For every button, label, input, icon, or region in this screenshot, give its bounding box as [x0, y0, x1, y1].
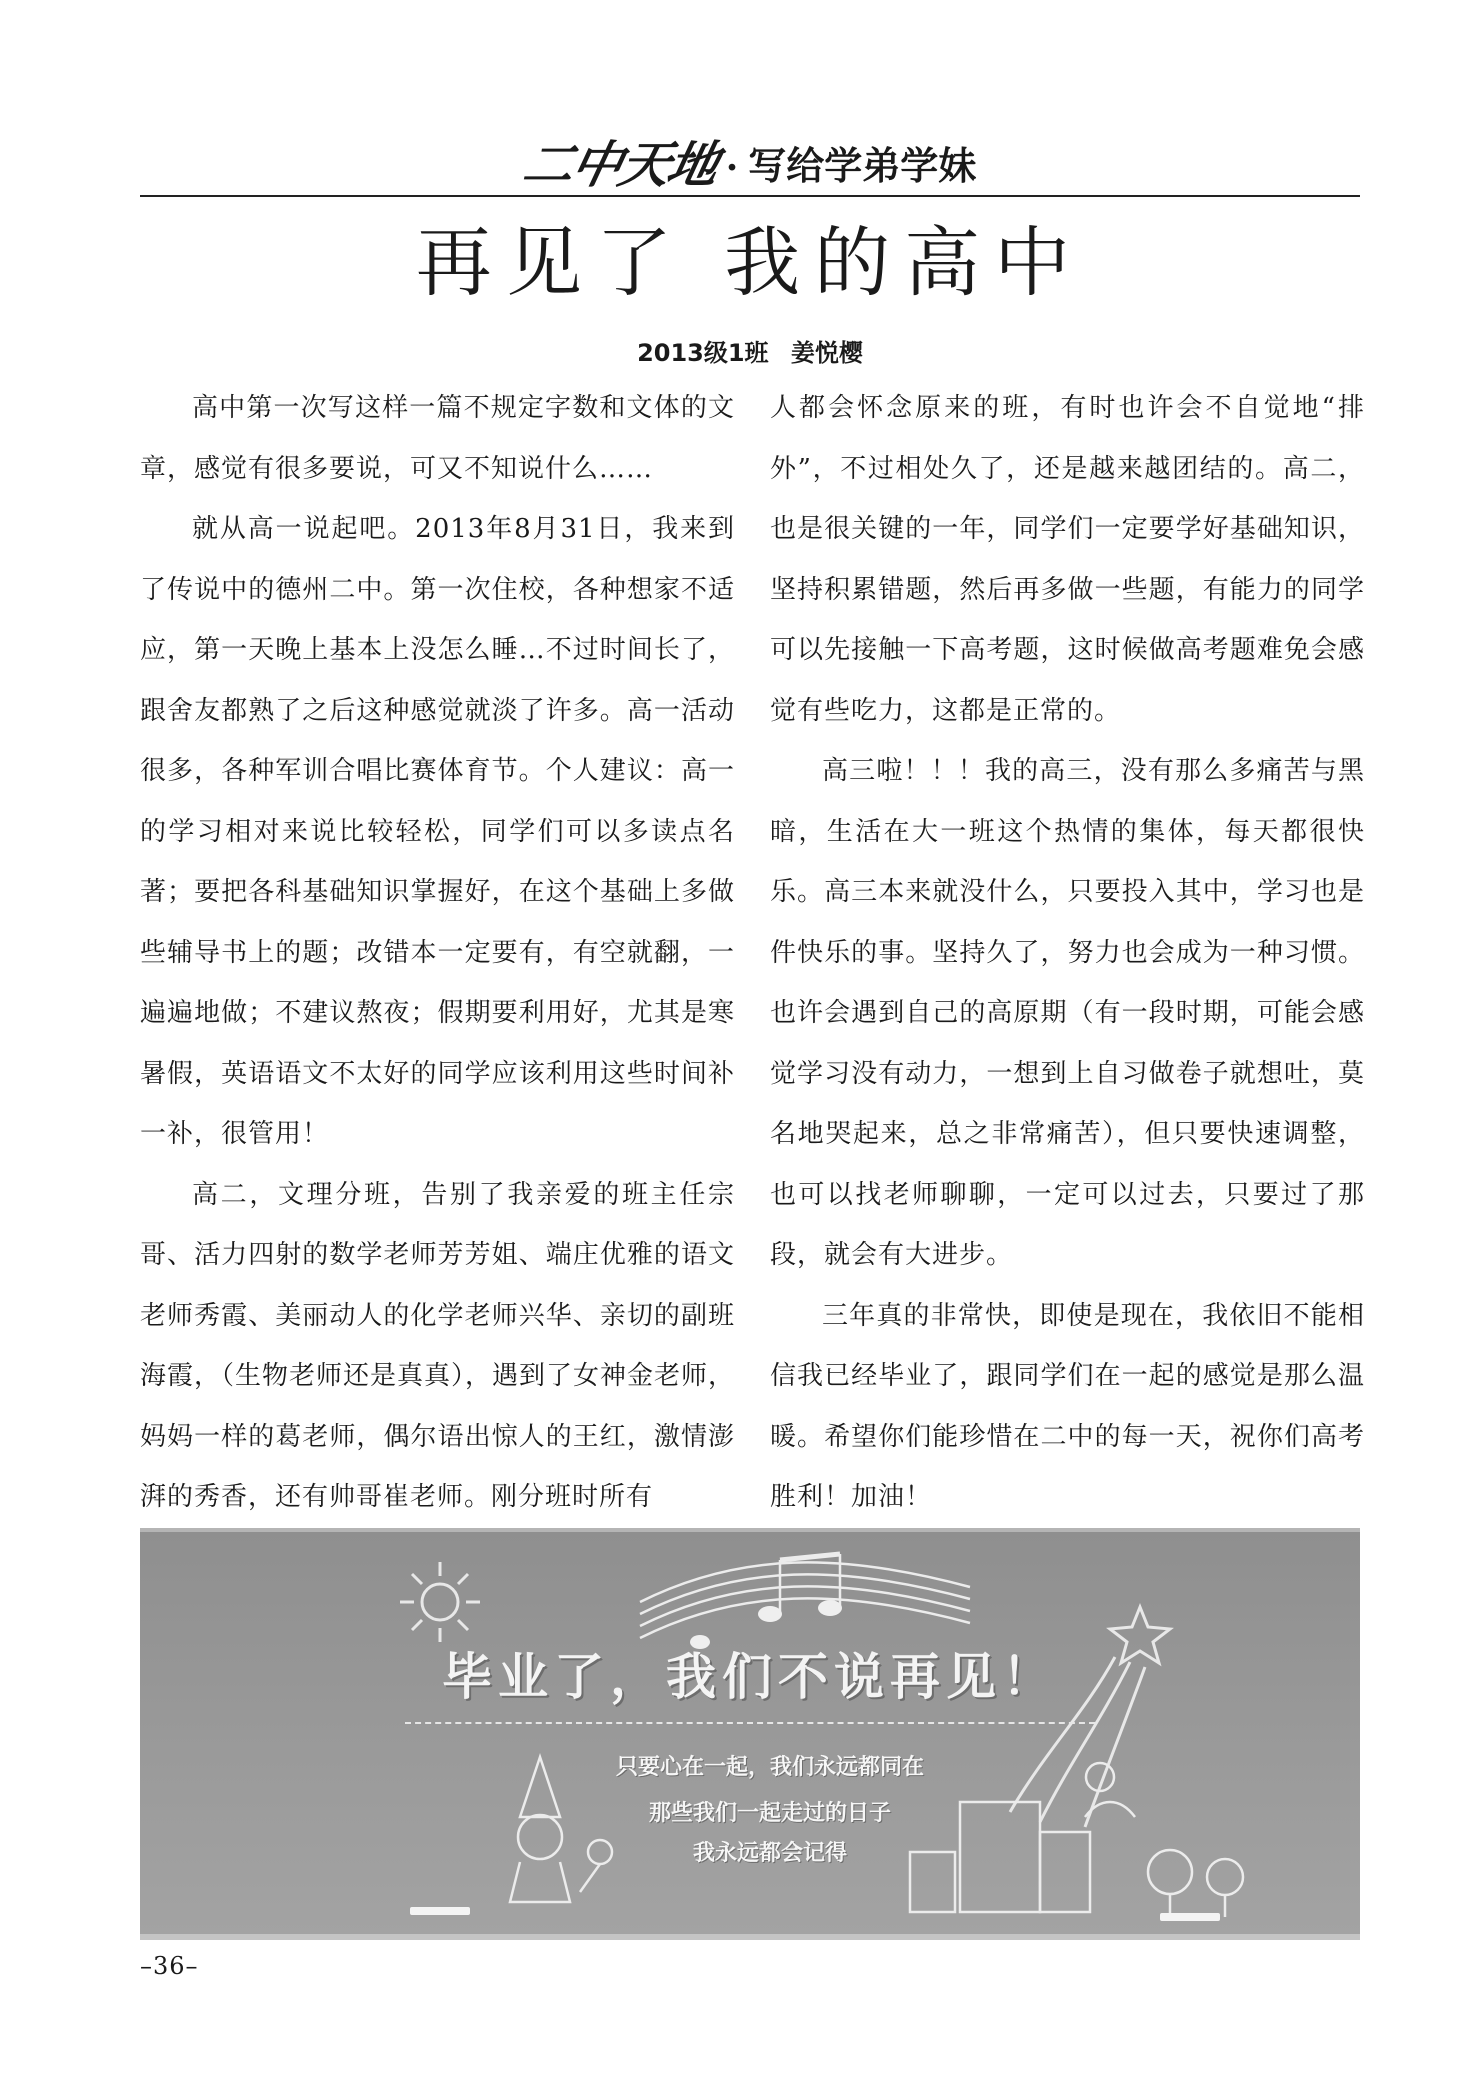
paragraph: 就从高一说起吧。2013年8月31日，我来到了传说中的德州二中。第一次住校，各种想家不适应，第一天晚上基本上没怎么睡…不过时间长了，跟舍友都熟了之后这种感觉就淡了许多。高一活动很多，各种军训合唱比赛体育节。个人建议：高一的学习相对来说比较轻松，同学们可以多读点名著；要把各科基础知识掌握好，在这个基础上多做些辅导书上的题；改错本一定要有，有空就翻，一遍遍地做；不建议熬夜；假期要利用好，尤其是寒暑假，英语语文不太好的同学应该利用这些时间补一补，很管用！	[140, 514, 735, 1149]
masthead-logo: 二中天地	[517, 135, 723, 194]
masthead-separator: ·	[725, 146, 739, 189]
left-column	[140, 378, 735, 1528]
music-staff-icon	[640, 1554, 970, 1638]
article-title: 再见了 我的高中	[415, 218, 1085, 307]
banner-line: 我永远都会记得	[692, 1841, 847, 1866]
page-number: –36–	[140, 1952, 199, 1980]
paragraph: 高二，文理分班，告别了我亲爱的班主任宗哥、活力四射的数学老师芳芳姐、端庄优雅的语文老师秀霞、美丽动人的化学老师兴华、亲切的副班海霞，（生物老师还是真真），遇到了女神金老师，妈妈一样的葛老师，偶尔语出惊人的王红，激情澎湃的秀香，还有帅哥崔老师。刚分班时所有	[140, 1179, 736, 1512]
right-column	[770, 378, 1365, 1528]
article-byline: 2013级1班 姜悦樱	[637, 339, 863, 367]
section-title: 写给学弟学妹	[748, 144, 977, 189]
chalk-icon	[410, 1907, 1220, 1921]
banner-line: 那些我们一起走过的日子	[648, 1801, 891, 1826]
sun-icon	[400, 1562, 480, 1642]
paragraph: 高中第一次写这样一篇不规定字数和文体的文章，感觉有很多要说，可又不知说什么……	[140, 393, 735, 484]
masthead	[140, 130, 1360, 194]
paragraph-continued: 人都会怀念原来的班，有时也许会不自觉地“排外”，不过相处久了，还是越来越团结的。高二，也是很关键的一年，同学们一定要学好基础知识，坚持积累错题，然后再多做一些题，有能力的同学可以先接触一下高考题，这时候做高考题难免会感觉有些吃力，这都是正常的。	[770, 393, 1365, 726]
banner-headline: 毕业了，我们不说再见！	[442, 1648, 1058, 1706]
banner-line: 只要心在一起，我们永远都同在	[615, 1755, 924, 1780]
paragraph: 三年真的非常快，即使是现在，我依旧不能相信我已经毕业了，跟同学们在一起的感觉是那么温暖。希望你们能珍惜在二中的每一天，祝你们高考胜利！加油！	[770, 1300, 1365, 1512]
graduation-banner	[140, 1528, 1360, 1940]
paragraph: 高三啦！！！我的高三，没有那么多痛苦与黑暗，生活在大一班这个热情的集体，每天都很快乐。高三本来就没什么，只要投入其中，学习也是件快乐的事。坚持久了，努力也会成为一种习惯。也许会遇到自己的高原期（有一段时期，可能会感觉学习没有动力，一想到上自习做卷子就想吐，莫名地哭起来，总之非常痛苦），但只要快速调整，也可以找老师聊聊，一定可以过去，只要过了那段，就会有大进步。	[770, 756, 1365, 1270]
chalkboard-doodles	[140, 1532, 1360, 1934]
header-divider	[140, 195, 1360, 197]
banner-divider	[405, 1722, 1095, 1724]
